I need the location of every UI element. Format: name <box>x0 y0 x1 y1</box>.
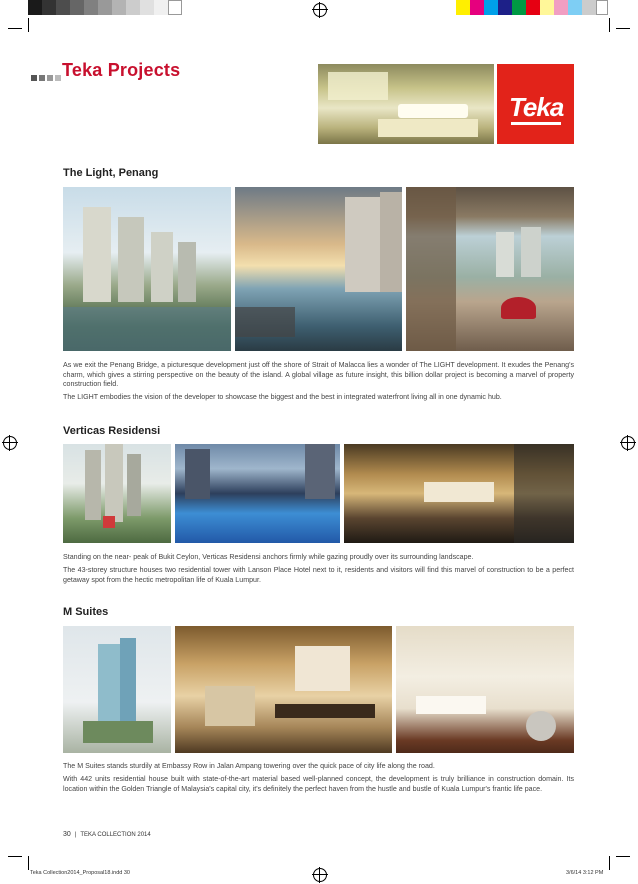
crop-mark <box>616 28 630 29</box>
registration-mark-icon <box>313 3 327 17</box>
crop-mark <box>8 28 22 29</box>
crop-mark <box>609 18 610 32</box>
section-heading: The Light, Penang <box>63 167 159 179</box>
crop-mark <box>8 856 22 857</box>
slug-filename: Teka Collection2014_Proposal18.indd 30 <box>30 870 130 876</box>
registration-mark-icon <box>3 436 17 450</box>
section-heading: Verticas Residensi <box>63 425 161 437</box>
teka-logo: Teka <box>497 64 574 144</box>
publication-name: TEKA COLLECTION 2014 <box>80 832 151 838</box>
page-number: 30 <box>63 831 71 838</box>
verticas-tower-render-photo <box>63 444 171 543</box>
section-paragraph: Standing on the near- peak of Bukit Ceylon, Verticas Residensi anchors firmly while gazing proudly over its surrounding landscape. <box>63 553 474 561</box>
verticas-pool-night-photo <box>175 444 340 543</box>
section-paragraph: With 442 units residential house built with state-of-the-art material based well-planned concept, the development is truly brilliance in construction domain. Its location within the Golden Triangle of Malaysia's capital city, it's definitely the perfect haven from the hustle and bustle of Kuala Lumpur's frantic life pace. <box>63 775 574 793</box>
page-title: Teka Projects <box>62 60 181 80</box>
crop-mark <box>28 856 29 870</box>
m-suites-living-room-photo <box>396 626 574 753</box>
section-paragraph: As we exit the Penang Bridge, a picturesque development just off the shore of Strait of Malacca lies a wonder of The LIGHT development. It exudes the Penang's charm, which gives a stirring perspective on the beauty of the island. A global village as future insight, this billion dollar project is becoming a marvel of property construction field. <box>63 361 574 388</box>
crop-mark <box>609 856 610 870</box>
title-decoration <box>31 68 63 86</box>
section-paragraph: The LIGHT embodies the vision of the developer to showcase the biggest and the best in integrated waterfront living all in one dynamic hub. <box>63 393 502 401</box>
the-light-pool-sunset-photo <box>235 187 402 351</box>
verticas-living-room-photo <box>344 444 574 543</box>
header-interior-photo <box>318 64 494 144</box>
crop-mark <box>616 856 630 857</box>
footer-separator: | <box>74 832 77 838</box>
registration-mark-icon <box>313 868 327 882</box>
section-paragraph: The M Suites stands sturdily at Embassy Row in Jalan Ampang towering over the quick pace of city life along the road. <box>63 762 435 770</box>
crop-mark <box>28 18 29 32</box>
section-paragraph: The 43-storey structure houses two residential tower with Lanson Place Hotel next to it, residents and visitors will find this marvel of construction to be a perfect getaway spot from the hectic metropolitan life of Kuala Lumpur. <box>63 566 574 584</box>
registration-mark-icon <box>621 436 635 450</box>
page-footer <box>63 831 151 838</box>
section-heading: M Suites <box>63 606 109 618</box>
the-light-exterior-photo <box>63 187 231 351</box>
m-suites-tower-photo <box>63 626 171 753</box>
slug-date: 3/6/14 3:12 PM <box>566 870 604 876</box>
the-light-living-room-photo <box>406 187 574 351</box>
m-suites-dining-photo <box>175 626 392 753</box>
